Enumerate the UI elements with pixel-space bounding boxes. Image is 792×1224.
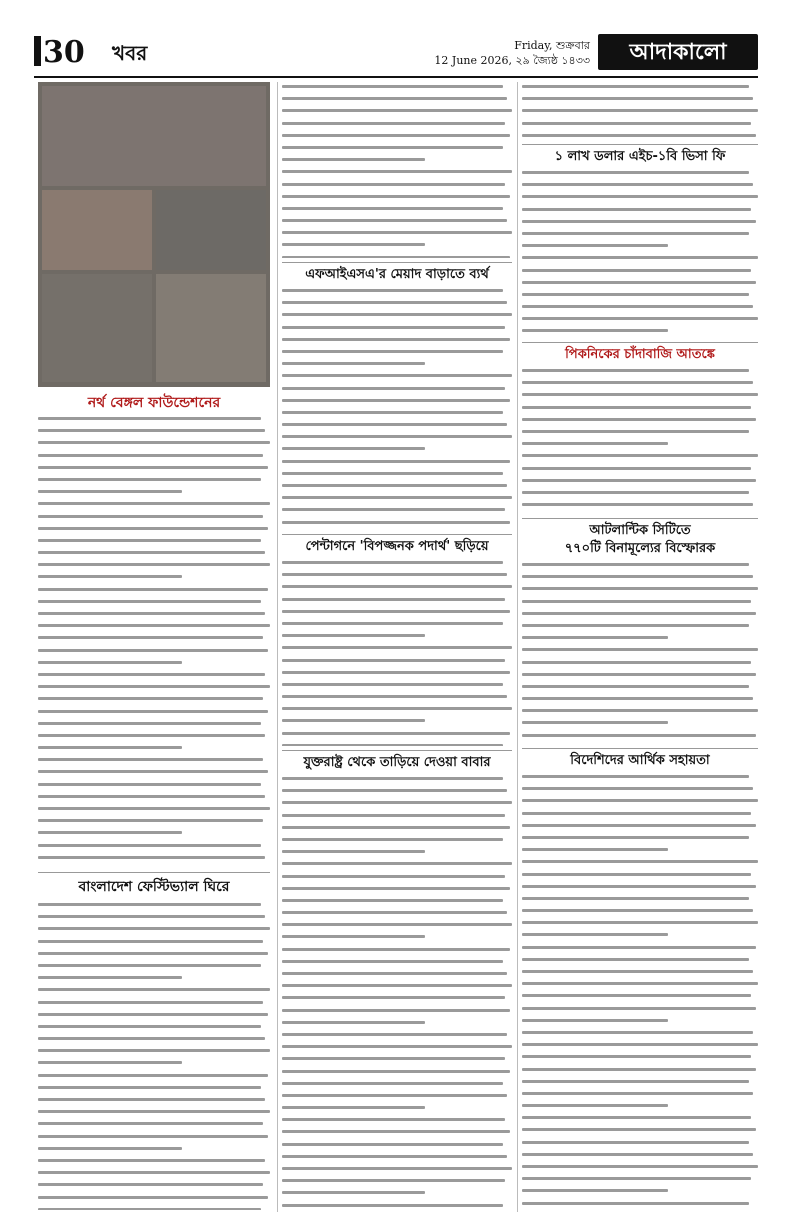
text-line bbox=[38, 1098, 270, 1107]
headline-left-2: বাংলাদেশ ফেস্টিভ্যাল ঘিরে bbox=[78, 879, 230, 895]
article-text bbox=[522, 560, 758, 744]
text-line bbox=[522, 430, 758, 439]
text-line bbox=[38, 1208, 270, 1210]
text-line bbox=[522, 824, 758, 833]
text-line bbox=[282, 1130, 512, 1139]
text-line bbox=[282, 960, 512, 969]
text-line bbox=[282, 1009, 512, 1018]
text-line bbox=[38, 844, 270, 853]
text-line bbox=[522, 1153, 758, 1162]
text-line bbox=[522, 1165, 758, 1174]
text-line bbox=[282, 826, 512, 835]
text-line bbox=[282, 801, 512, 810]
text-line bbox=[282, 85, 512, 94]
text-line bbox=[282, 671, 512, 680]
text-line bbox=[522, 393, 758, 402]
text-line bbox=[282, 719, 512, 728]
text-line bbox=[282, 862, 512, 871]
text-line bbox=[522, 1177, 758, 1186]
text-line bbox=[282, 289, 512, 298]
text-line bbox=[38, 649, 270, 658]
text-line bbox=[522, 171, 758, 180]
event-photo-collage bbox=[38, 82, 270, 387]
text-line bbox=[282, 1118, 512, 1127]
text-line bbox=[522, 697, 758, 706]
text-line bbox=[282, 744, 512, 746]
text-line bbox=[522, 479, 758, 488]
text-line bbox=[522, 982, 758, 991]
text-line bbox=[38, 831, 270, 840]
text-line bbox=[282, 387, 512, 396]
text-line bbox=[522, 933, 758, 942]
text-line bbox=[282, 472, 512, 481]
text-line bbox=[38, 1110, 270, 1119]
text-line bbox=[522, 491, 758, 500]
text-line bbox=[282, 1167, 512, 1176]
article-divider bbox=[522, 748, 758, 749]
text-line bbox=[522, 220, 758, 229]
text-line bbox=[282, 1191, 512, 1200]
text-line bbox=[38, 441, 270, 450]
text-line bbox=[38, 1001, 270, 1010]
text-line bbox=[282, 1045, 512, 1054]
article-text bbox=[522, 82, 758, 140]
text-line bbox=[38, 685, 270, 694]
text-line bbox=[282, 1021, 512, 1030]
article-divider bbox=[522, 342, 758, 343]
text-line bbox=[282, 170, 512, 179]
text-line bbox=[38, 1025, 270, 1034]
text-line bbox=[522, 317, 758, 326]
text-line bbox=[282, 875, 512, 884]
text-line bbox=[38, 1147, 270, 1156]
text-line bbox=[522, 836, 758, 845]
text-line bbox=[282, 598, 512, 607]
text-line bbox=[282, 561, 512, 570]
text-line bbox=[38, 1074, 270, 1083]
text-line bbox=[282, 97, 512, 106]
text-line bbox=[38, 624, 270, 633]
text-line bbox=[38, 770, 270, 779]
day-label: Friday, শুক্রবার bbox=[514, 39, 590, 52]
text-line bbox=[522, 281, 758, 290]
text-line bbox=[282, 646, 512, 655]
text-line bbox=[38, 964, 270, 973]
text-line bbox=[38, 819, 270, 828]
article-divider bbox=[38, 872, 270, 873]
text-line bbox=[522, 442, 758, 451]
text-line bbox=[282, 1106, 512, 1115]
text-line bbox=[282, 683, 512, 692]
text-line bbox=[522, 85, 758, 94]
text-line bbox=[38, 1122, 270, 1131]
text-line bbox=[282, 984, 512, 993]
text-line bbox=[282, 899, 512, 908]
text-line bbox=[282, 411, 512, 420]
text-line bbox=[522, 183, 758, 192]
text-line bbox=[282, 707, 512, 716]
text-line bbox=[522, 946, 758, 955]
text-line bbox=[522, 958, 758, 967]
text-line bbox=[282, 301, 512, 310]
text-line bbox=[282, 183, 512, 192]
article-text bbox=[522, 168, 758, 338]
article-text bbox=[282, 558, 512, 746]
masthead bbox=[34, 34, 758, 74]
text-line bbox=[522, 467, 758, 476]
text-line bbox=[282, 1204, 512, 1210]
text-line bbox=[38, 795, 270, 804]
text-line bbox=[522, 885, 758, 894]
text-line bbox=[522, 244, 758, 253]
text-line bbox=[522, 587, 758, 596]
text-line bbox=[522, 1189, 758, 1198]
text-line bbox=[282, 350, 512, 359]
text-line bbox=[282, 231, 512, 240]
text-line bbox=[522, 1104, 758, 1113]
text-line bbox=[522, 329, 758, 338]
text-line bbox=[282, 1143, 512, 1152]
text-line bbox=[282, 362, 512, 371]
text-line bbox=[522, 381, 758, 390]
text-line bbox=[522, 454, 758, 463]
text-line bbox=[38, 612, 270, 621]
text-line bbox=[522, 775, 758, 784]
text-line bbox=[282, 460, 512, 469]
text-line bbox=[282, 789, 512, 798]
text-line bbox=[282, 695, 512, 704]
text-line bbox=[38, 1061, 270, 1070]
text-line bbox=[38, 1196, 270, 1205]
text-line bbox=[282, 313, 512, 322]
headline-left-1: নর্থ বেঙ্গল ফাউন্ডেশনের bbox=[87, 395, 221, 411]
text-line bbox=[522, 1080, 758, 1089]
headline-right-2: পিকনিকের চাঁদাবাজি আতঙ্কে bbox=[565, 347, 715, 362]
text-line bbox=[522, 648, 758, 657]
date-label: 12 June 2026, ২৯ জ্যৈষ্ঠ ১৪৩৩ bbox=[434, 54, 590, 67]
text-line bbox=[38, 1135, 270, 1144]
text-line bbox=[282, 732, 512, 741]
text-line bbox=[38, 988, 270, 997]
text-line bbox=[38, 673, 270, 682]
page-number: 30 bbox=[34, 36, 85, 70]
text-line bbox=[38, 502, 270, 511]
text-line bbox=[522, 787, 758, 796]
headline-mid-2: পেন্টাগনে 'বিপজ্জনক পদার্থ' ছড়িয়ে bbox=[305, 539, 489, 554]
text-line bbox=[38, 636, 270, 645]
text-line bbox=[522, 970, 758, 979]
text-line bbox=[38, 1171, 270, 1180]
text-line bbox=[38, 515, 270, 524]
article-divider bbox=[282, 262, 512, 263]
text-line bbox=[282, 423, 512, 432]
text-line bbox=[38, 429, 270, 438]
text-line bbox=[38, 588, 270, 597]
text-line bbox=[282, 1070, 512, 1079]
text-line bbox=[522, 909, 758, 918]
article-divider bbox=[282, 534, 512, 535]
text-line bbox=[522, 122, 758, 131]
headline-right-5: বিদেশিদের আর্থিক সহায়তা bbox=[570, 753, 710, 768]
text-line bbox=[522, 1019, 758, 1028]
text-line bbox=[38, 600, 270, 609]
text-line bbox=[282, 195, 512, 204]
text-line bbox=[522, 721, 758, 730]
text-line bbox=[38, 903, 270, 912]
masthead-rule bbox=[34, 76, 758, 78]
text-line bbox=[522, 709, 758, 718]
text-line bbox=[522, 1043, 758, 1052]
headline-mid-3: যুক্তরাষ্ট্র থেকে তাড়িয়ে দেওয়া বাবার bbox=[303, 755, 491, 770]
text-line bbox=[522, 799, 758, 808]
text-line bbox=[522, 860, 758, 869]
text-line bbox=[522, 269, 758, 278]
text-line bbox=[282, 923, 512, 932]
headline-right-1: ১ লাখ ডলার এইচ-১বি ভিসা ফি bbox=[554, 149, 726, 164]
text-line bbox=[522, 418, 758, 427]
text-line bbox=[522, 812, 758, 821]
text-line bbox=[38, 1049, 270, 1058]
text-line bbox=[282, 573, 512, 582]
text-line bbox=[522, 97, 758, 106]
text-line bbox=[522, 256, 758, 265]
text-line bbox=[282, 134, 512, 143]
headline-right-4: ৭৭০টি বিনামূল্যের বিস্ফোরক bbox=[564, 541, 716, 556]
text-line bbox=[282, 122, 512, 131]
article-text bbox=[282, 82, 512, 258]
text-line bbox=[282, 496, 512, 505]
text-line bbox=[522, 1031, 758, 1040]
text-line bbox=[38, 563, 270, 572]
text-line bbox=[282, 622, 512, 631]
text-line bbox=[282, 814, 512, 823]
text-line bbox=[282, 109, 512, 118]
text-line bbox=[38, 1037, 270, 1046]
paper-logo: আদাকালো bbox=[598, 34, 758, 70]
article-text bbox=[282, 774, 512, 1210]
text-line bbox=[282, 935, 512, 944]
article-divider bbox=[282, 750, 512, 751]
section-name: খবর bbox=[112, 41, 148, 65]
text-line bbox=[282, 948, 512, 957]
text-line bbox=[282, 146, 512, 155]
text-line bbox=[38, 722, 270, 731]
text-line bbox=[282, 207, 512, 216]
text-line bbox=[282, 435, 512, 444]
text-line bbox=[282, 838, 512, 847]
text-line bbox=[38, 952, 270, 961]
text-line bbox=[522, 848, 758, 857]
headline-right-3: আটলান্টিক সিটিতে bbox=[589, 523, 691, 538]
text-line bbox=[282, 374, 512, 383]
text-line bbox=[38, 1013, 270, 1022]
text-line bbox=[38, 466, 270, 475]
text-line bbox=[282, 887, 512, 896]
text-line bbox=[522, 624, 758, 633]
text-line bbox=[522, 897, 758, 906]
text-line bbox=[522, 1068, 758, 1077]
text-line bbox=[522, 600, 758, 609]
text-line bbox=[522, 195, 758, 204]
text-line bbox=[282, 521, 512, 530]
text-line bbox=[522, 921, 758, 930]
text-line bbox=[282, 158, 512, 167]
text-line bbox=[282, 610, 512, 619]
text-line bbox=[38, 417, 270, 426]
text-line bbox=[282, 1082, 512, 1091]
text-line bbox=[522, 1116, 758, 1125]
text-line bbox=[522, 232, 758, 241]
text-line bbox=[282, 850, 512, 859]
text-line bbox=[282, 1155, 512, 1164]
text-line bbox=[282, 659, 512, 668]
text-line bbox=[38, 734, 270, 743]
text-line bbox=[282, 326, 512, 335]
text-line bbox=[38, 758, 270, 767]
text-line bbox=[522, 134, 758, 140]
text-line bbox=[522, 873, 758, 882]
text-line bbox=[522, 673, 758, 682]
text-line bbox=[38, 783, 270, 792]
text-line bbox=[522, 305, 758, 314]
text-line bbox=[522, 636, 758, 645]
article-divider bbox=[522, 518, 758, 519]
text-line bbox=[522, 1092, 758, 1101]
text-line bbox=[282, 634, 512, 643]
column-rule bbox=[517, 82, 518, 1212]
text-line bbox=[282, 447, 512, 456]
headline-mid-1: এফআইএসএ'র মেয়াদ বাড়াতে ব্যর্থ bbox=[305, 267, 489, 282]
text-line bbox=[282, 219, 512, 228]
text-line bbox=[282, 508, 512, 517]
article-text bbox=[38, 414, 270, 866]
text-line bbox=[522, 208, 758, 217]
text-line bbox=[38, 1159, 270, 1168]
text-line bbox=[38, 710, 270, 719]
text-line bbox=[38, 539, 270, 548]
article-text bbox=[522, 366, 758, 514]
text-line bbox=[522, 734, 758, 743]
text-line bbox=[522, 1141, 758, 1150]
text-line bbox=[38, 915, 270, 924]
text-line bbox=[522, 612, 758, 621]
text-line bbox=[522, 406, 758, 415]
text-line bbox=[522, 575, 758, 584]
text-line bbox=[282, 1179, 512, 1188]
text-line bbox=[38, 575, 270, 584]
text-line bbox=[522, 293, 758, 302]
text-line bbox=[522, 1007, 758, 1016]
text-line bbox=[522, 1128, 758, 1137]
text-line bbox=[38, 661, 270, 670]
text-line bbox=[282, 1094, 512, 1103]
text-line bbox=[522, 685, 758, 694]
text-line bbox=[38, 478, 270, 487]
text-line bbox=[522, 994, 758, 1003]
text-line bbox=[38, 1183, 270, 1192]
text-line bbox=[282, 256, 512, 258]
text-line bbox=[282, 777, 512, 786]
date-block bbox=[434, 38, 590, 68]
text-line bbox=[38, 551, 270, 560]
text-line bbox=[282, 484, 512, 493]
text-line bbox=[38, 454, 270, 463]
text-line bbox=[282, 399, 512, 408]
text-line bbox=[522, 503, 758, 512]
text-line bbox=[38, 856, 270, 865]
text-line bbox=[38, 927, 270, 936]
text-line bbox=[38, 697, 270, 706]
text-line bbox=[282, 1057, 512, 1066]
text-line bbox=[38, 1086, 270, 1095]
text-line bbox=[282, 996, 512, 1005]
text-line bbox=[282, 1033, 512, 1042]
text-line bbox=[38, 490, 270, 499]
article-text bbox=[282, 286, 512, 530]
column-rule bbox=[277, 82, 278, 1212]
article-text bbox=[522, 772, 758, 1210]
text-line bbox=[522, 1055, 758, 1064]
text-line bbox=[282, 585, 512, 594]
text-line bbox=[282, 338, 512, 347]
text-line bbox=[38, 940, 270, 949]
text-line bbox=[522, 109, 758, 118]
article-text bbox=[38, 900, 270, 1210]
text-line bbox=[38, 976, 270, 985]
text-line bbox=[282, 243, 512, 252]
text-line bbox=[38, 807, 270, 816]
text-line bbox=[522, 661, 758, 670]
text-line bbox=[282, 972, 512, 981]
text-line bbox=[522, 369, 758, 378]
text-line bbox=[282, 911, 512, 920]
text-line bbox=[522, 1202, 758, 1210]
article-divider bbox=[522, 144, 758, 145]
text-line bbox=[38, 527, 270, 536]
text-line bbox=[522, 563, 758, 572]
text-line bbox=[38, 746, 270, 755]
